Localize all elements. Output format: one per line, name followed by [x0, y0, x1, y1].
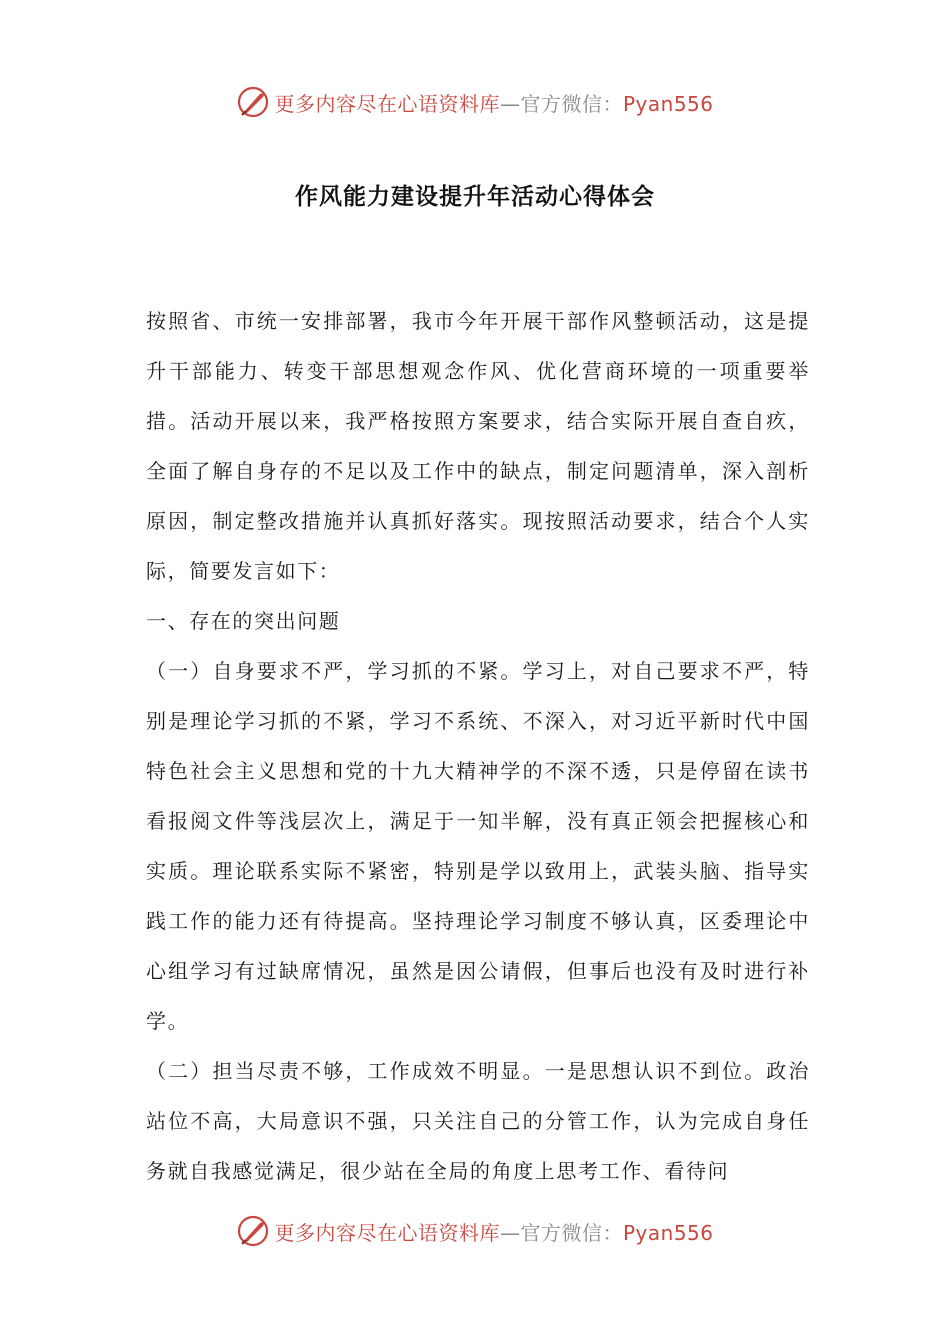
header-wechat-label: 官方微信：	[520, 91, 623, 116]
paragraph-item-2: （二）担当尽责不够，工作成效不明显。一是思想认识不到位。政治站位不高，大局意识不强，只关注自己的分管工作，认为完成自身任务就自我感觉满足，很少站在全局的角度上思考工作、看待问	[146, 1059, 810, 1183]
header-wechat-id: Pyan556	[622, 91, 714, 116]
footer-brand-text: 更多内容尽在心语资料库	[274, 1220, 500, 1245]
header-dash: —	[499, 91, 521, 116]
section-heading-problems: 一、存在的突出问题	[146, 609, 341, 633]
header-banner	[0, 82, 950, 122]
footer-banner-text	[274, 1217, 713, 1246]
footer-wechat-id: Pyan556	[622, 1220, 714, 1245]
header-brand-text: 更多内容尽在心语资料库	[274, 91, 500, 116]
paragraph-item-1: （一）自身要求不严，学习抓的不紧。学习上，对自己要求不严，特别是理论学习抓的不紧，学习不系统、不深入，对习近平新时代中国特色社会主义思想和党的十九大精神学的不深不透，只是停留在读书看报阅文件等浅层次上，满足于一知半解，没有真正领会把握核心和实质。理论联系实际不紧密，特别是学以致用上，武装头脑、指导实践工作的能力还有待提高。坚持理论学习制度不够认真，区委理论中心组学习有过缺席情况，虽然是因公请假，但事后也没有及时进行补学。	[146, 659, 810, 1033]
footer-dash: —	[499, 1220, 521, 1245]
header-banner-text	[274, 88, 713, 117]
quill-logo-icon	[236, 1214, 270, 1248]
quill-logo-icon	[236, 85, 270, 119]
paragraph-intro: 按照省、市统一安排部署，我市今年开展干部作风整顿活动，这是提升干部能力、转变干部思想观念作风、优化营商环境的一项重要举措。活动开展以来，我严格按照方案要求，结合实际开展自查自疚，全面了解自身存的不足以及工作中的缺点，制定问题清单，深入剖析原因，制定整改措施并认真抓好落实。现按照活动要求，结合个人实际，简要发言如下：	[146, 309, 810, 583]
document-title: 作风能力建设提升年活动心得体会	[295, 184, 655, 210]
document-body	[146, 296, 810, 1196]
footer-banner	[0, 1211, 950, 1251]
footer-wechat-label: 官方微信：	[520, 1220, 623, 1245]
